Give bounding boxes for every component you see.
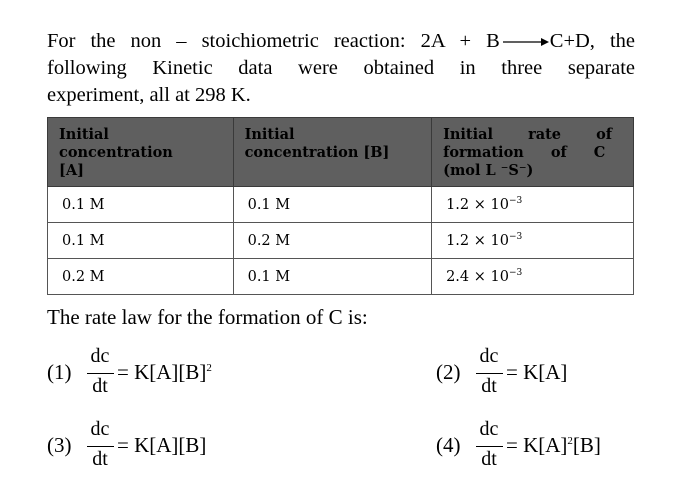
table-row <box>48 259 634 295</box>
rate-expression <box>506 433 601 458</box>
option-number: (1) <box>47 360 72 384</box>
cell-rate <box>432 223 634 259</box>
rate-expression <box>117 433 206 458</box>
fraction-bar <box>476 373 503 374</box>
stem-line-3: experiment, all at 298 K. <box>47 84 251 106</box>
cell-conc-b: 0.2 M <box>233 223 431 259</box>
rate-base: 1.2 × 10 <box>446 232 509 249</box>
table-row <box>48 223 634 259</box>
fraction-denominator: dt <box>92 375 108 397</box>
rate-base: 1.2 × 10 <box>446 196 509 213</box>
kinetic-data-table <box>47 117 634 295</box>
reaction-arrow-icon <box>503 37 549 47</box>
header-text: (mol L ⁻S⁻) <box>443 162 534 179</box>
option-number: (2) <box>436 360 461 384</box>
rate-expression-text: = K[A] <box>506 433 568 457</box>
question-stem <box>47 28 635 109</box>
rate-expression-tail: [B] <box>572 433 601 457</box>
header-text: concentration <box>59 144 173 161</box>
fraction-denominator: dt <box>481 448 497 470</box>
header-text: Initial <box>244 126 295 143</box>
table-row <box>48 187 634 223</box>
cell-conc-a: 0.2 M <box>48 259 234 295</box>
option-number: (3) <box>47 433 72 457</box>
cell-conc-a: 0.1 M <box>48 187 234 223</box>
option-1[interactable] <box>47 344 247 404</box>
rate-expression-text: = K[A] <box>506 360 568 384</box>
fraction-numerator: dc <box>90 418 110 440</box>
header-text: [A] <box>59 162 84 179</box>
cell-rate <box>432 187 634 223</box>
fraction-bar <box>87 446 114 447</box>
cell-conc-a: 0.1 M <box>48 223 234 259</box>
rate-exponent: −3 <box>508 267 523 278</box>
exponent: 2 <box>567 435 573 447</box>
rate-base: 2.4 × 10 <box>446 268 509 285</box>
rate-expression-text: = K[A][B] <box>117 433 207 457</box>
header-conc-b <box>233 118 431 187</box>
fraction-bar <box>476 446 503 447</box>
option-4[interactable] <box>436 417 656 477</box>
exponent: 2 <box>206 362 212 374</box>
fraction-numerator: dc <box>479 418 499 440</box>
header-text: concentration [B] <box>244 144 390 161</box>
fraction-bar <box>87 373 114 374</box>
rate-exponent: −3 <box>508 195 523 206</box>
stem-line-1 <box>47 28 635 55</box>
header-text: formation of C <box>443 144 606 161</box>
header-conc-a <box>48 118 234 187</box>
rate-exponent: −3 <box>508 231 523 242</box>
rate-expression <box>506 360 567 385</box>
table-header-row <box>48 118 634 187</box>
question-text: The rate law for the formation of C is: <box>47 305 368 329</box>
rate-expression <box>117 360 212 385</box>
cell-conc-b: 0.1 M <box>233 187 431 223</box>
option-3[interactable] <box>47 417 247 477</box>
option-2[interactable] <box>436 344 636 404</box>
fraction-denominator: dt <box>92 448 108 470</box>
reaction-text: For the non – stoichiometric reaction: 2A + B <box>47 30 500 52</box>
rate-expression-text: = K[A][B] <box>117 360 207 384</box>
fraction-numerator: dc <box>90 345 110 367</box>
cell-conc-b: 0.1 M <box>233 259 431 295</box>
stem-line-2: following Kinetic data were obtained in three separate <box>47 57 635 79</box>
header-text: Initial rate of <box>443 126 612 143</box>
header-text: Initial <box>59 126 109 143</box>
option-number: (4) <box>436 433 461 457</box>
cell-rate <box>432 259 634 295</box>
fraction-denominator: dt <box>481 375 497 397</box>
fraction-numerator: dc <box>479 345 499 367</box>
header-rate <box>432 118 634 187</box>
reaction-products: C+D, the <box>549 30 635 52</box>
